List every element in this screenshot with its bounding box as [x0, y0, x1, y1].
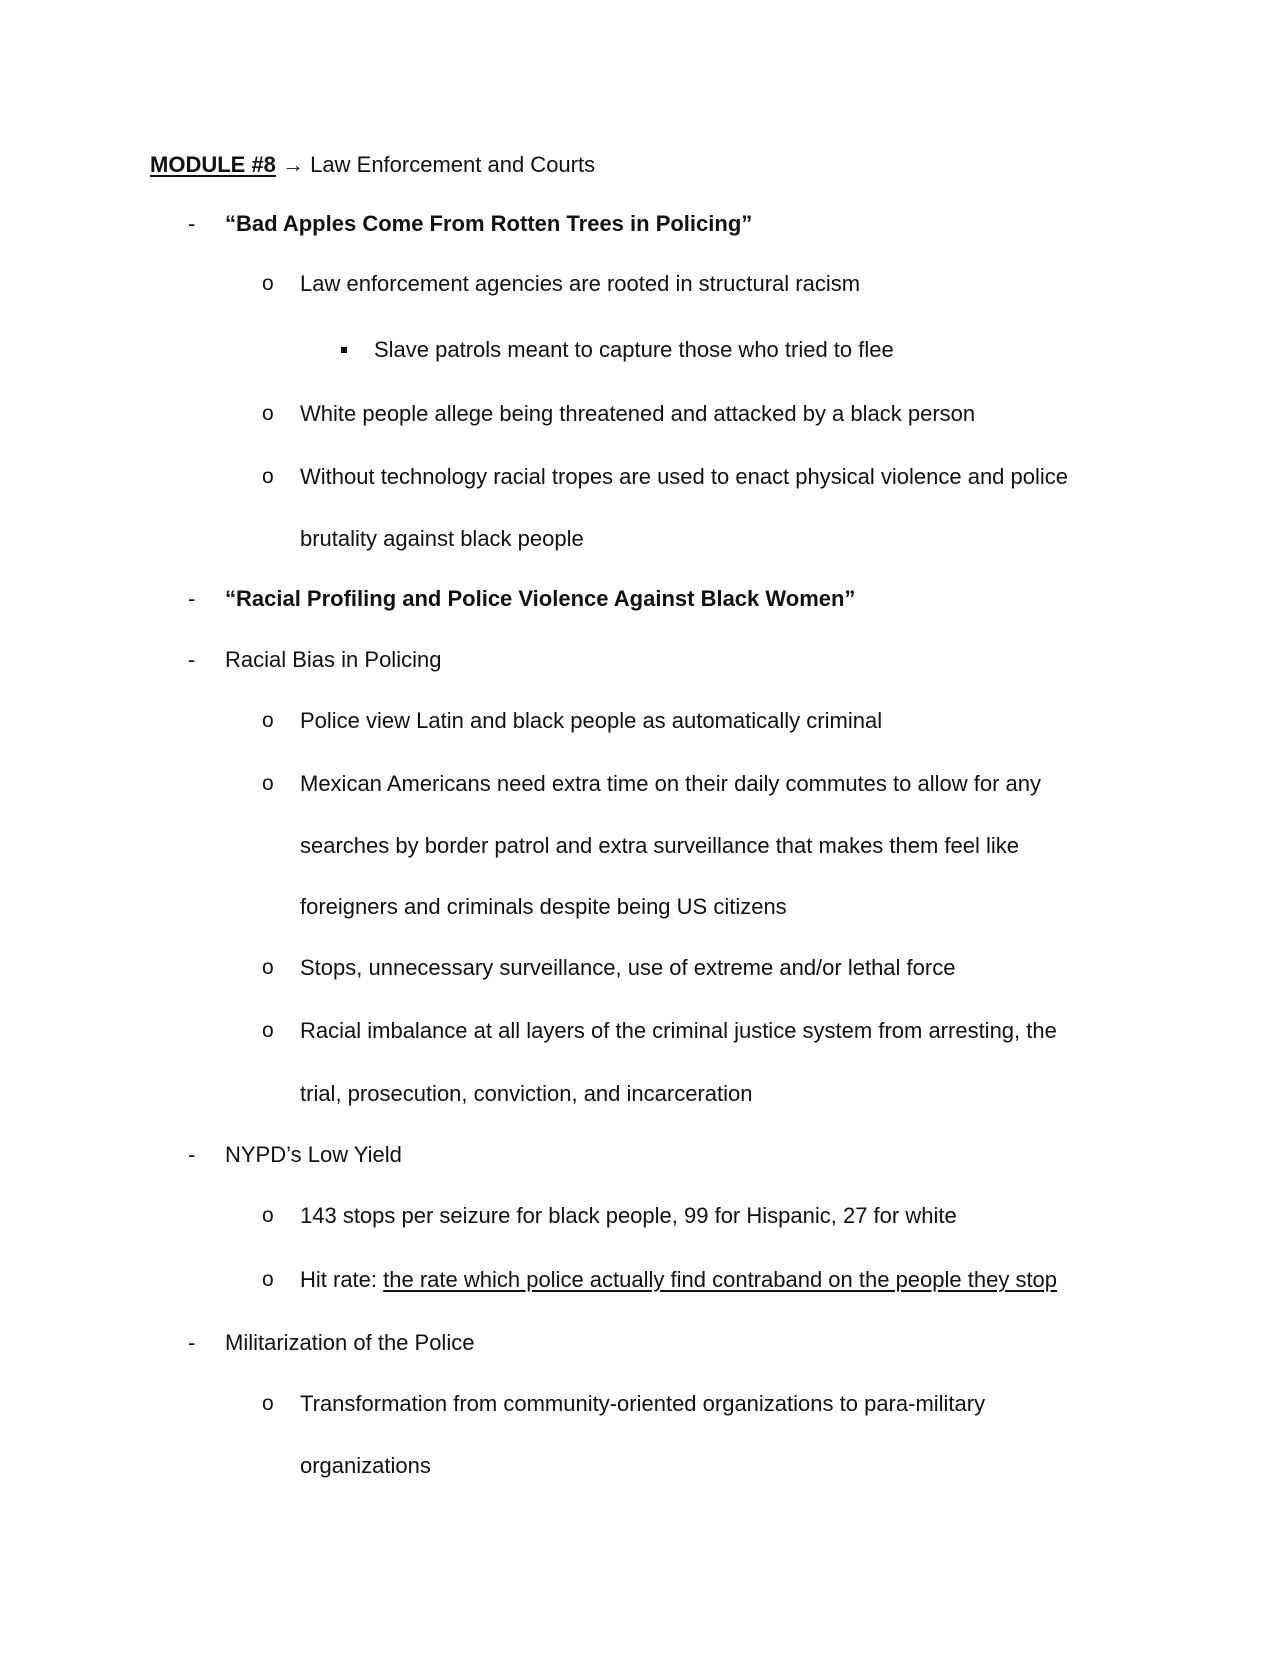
- circle-bullet: o: [262, 402, 274, 425]
- list-item-continuation: organizations: [300, 1453, 431, 1478]
- circle-bullet: o: [262, 772, 274, 795]
- section-heading-bad-apples: “Bad Apples Come From Rotten Trees in Policing”: [225, 211, 753, 236]
- circle-bullet: o: [262, 272, 274, 295]
- section-heading-racial-profiling: “Racial Profiling and Police Violence Against Black Women”: [225, 586, 856, 611]
- dash-bullet: -: [188, 647, 196, 672]
- dash-bullet: -: [188, 1330, 196, 1355]
- module-title: Law Enforcement and Courts: [310, 152, 596, 177]
- section-heading-racial-bias: Racial Bias in Policing: [225, 647, 442, 672]
- list-item: White people allege being threatened and attacked by a black person: [300, 401, 976, 426]
- hit-rate-label: Hit rate:: [300, 1267, 384, 1292]
- arrow-icon: →: [282, 152, 305, 177]
- list-item: Mexican Americans need extra time on their daily commutes to allow for any: [300, 771, 1041, 796]
- circle-bullet: o: [262, 709, 274, 732]
- hit-rate-item: [300, 1266, 1057, 1294]
- circle-bullet: o: [262, 1392, 274, 1415]
- list-item-continuation: brutality against black people: [300, 526, 584, 551]
- section-heading-nypd: NYPD’s Low Yield: [225, 1142, 402, 1167]
- list-item: Racial imbalance at all layers of the criminal justice system from arresting, the: [300, 1018, 1057, 1043]
- hit-rate-definition: the rate which police actually find contraband on the people they stop: [383, 1267, 1058, 1292]
- dash-bullet: -: [188, 1142, 196, 1167]
- module-header: [150, 151, 595, 179]
- circle-bullet: o: [262, 956, 274, 979]
- list-item: Transformation from community-oriented organizations to para-military: [300, 1391, 986, 1416]
- dash-bullet: -: [188, 586, 196, 611]
- dash-bullet: -: [188, 211, 196, 236]
- list-item: Law enforcement agencies are rooted in structural racism: [300, 271, 861, 296]
- list-item-continuation: foreigners and criminals despite being US citizens: [300, 894, 787, 919]
- list-item-continuation: trial, prosecution, conviction, and incarceration: [300, 1081, 753, 1106]
- list-item: Without technology racial tropes are used to enact physical violence and police: [300, 464, 1069, 489]
- circle-bullet: o: [262, 1204, 274, 1227]
- list-item: Slave patrols meant to capture those who tried to flee: [374, 337, 894, 362]
- list-item: 143 stops per seizure for black people, 99 for Hispanic, 27 for white: [300, 1203, 957, 1228]
- circle-bullet: o: [262, 465, 274, 488]
- list-item: Police view Latin and black people as automatically criminal: [300, 708, 883, 733]
- square-bullet-icon: [341, 347, 347, 353]
- module-label: MODULE #8: [150, 152, 276, 177]
- list-item: Stops, unnecessary surveillance, use of extreme and/or lethal force: [300, 955, 956, 980]
- circle-bullet: o: [262, 1019, 274, 1042]
- list-item-continuation: searches by border patrol and extra surveillance that makes them feel like: [300, 833, 1020, 858]
- section-heading-militarization: Militarization of the Police: [225, 1330, 475, 1355]
- circle-bullet: o: [262, 1268, 274, 1291]
